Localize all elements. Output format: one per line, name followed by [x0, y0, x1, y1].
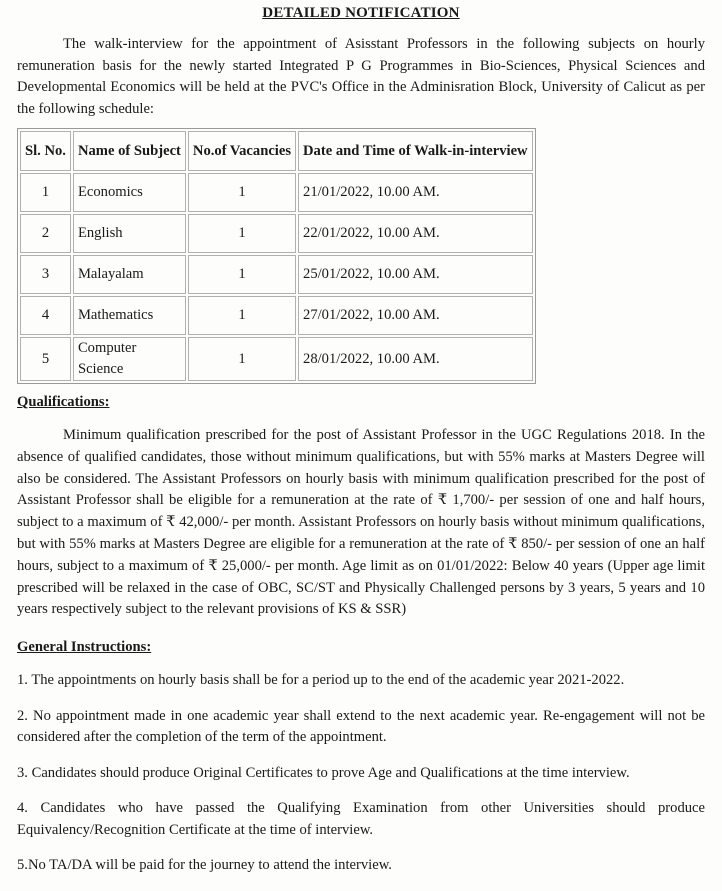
instruction-item: 5.No TA/DA will be paid for the journey to attend the interview. [17, 857, 392, 874]
cell-subject: Mathematics [73, 296, 186, 335]
cell-datetime: 25/01/2022, 10.00 AM. [298, 255, 533, 294]
cell-sl-no: 1 [20, 173, 71, 212]
schedule-table [17, 128, 536, 384]
cell-subject: English [73, 214, 186, 253]
cell-sl-no: 5 [20, 337, 71, 381]
table-row [20, 173, 533, 212]
col-header-datetime: Date and Time of Walk-in-interview [298, 131, 533, 171]
cell-subject: Computer Science [73, 337, 186, 381]
col-header-vacancies: No.of Vacancies [188, 131, 296, 171]
general-instructions-heading: General Instructions: [17, 639, 152, 656]
instruction-item: 4. Candidates who have passed the Qualifying Examination from other Universities should produce Equivalency/Recognition Certificate at the time of interview. [17, 800, 705, 838]
table-row [20, 255, 533, 294]
table-row [20, 214, 533, 253]
qualifications-heading: Qualifications: [17, 394, 110, 410]
cell-subject: Economics [73, 173, 186, 212]
cell-subject: Malayalam [73, 255, 186, 294]
cell-sl-no: 3 [20, 255, 71, 294]
cell-datetime: 28/01/2022, 10.00 AM. [298, 337, 533, 381]
instruction-item: 3. Candidates should produce Original Certificates to prove Age and Qualifications at the time interview. [17, 764, 630, 781]
table-header-row [20, 131, 533, 171]
cell-vacancies: 1 [188, 337, 296, 381]
col-header-subject: Name of Subject [73, 131, 186, 171]
cell-vacancies: 1 [188, 214, 296, 253]
cell-vacancies: 1 [188, 255, 296, 294]
cell-sl-no: 4 [20, 296, 71, 335]
cell-datetime: 21/01/2022, 10.00 AM. [298, 173, 533, 212]
instruction-item: 2. No appointment made in one academic year shall extend to the next academic year. Re-engagement will not be considered after the completion of the term of the appointment. [17, 707, 705, 746]
qualifications-paragraph: Minimum qualification prescribed for the post of Assistant Professor in the UGC Regulations 2018. In the absence of qualified candidates, those without minimum qualifications, but with 55% marks at Masters Degree will also be considered. The Assistant Professors on hourly basis with minimum qualification prescribed for the post of Assistant Professor shall be eligible for a remuneration at the rate of ₹ 1,700/- per session of one and half hours, subject to a maximum of ₹ 42,000/- per month. Assistant Professors on hourly basis without minimum qualifications, but with 55% marks at Masters Degree are eligible for a remuneration at the rate of ₹ 850/- per session of one an half hours, subject to a maximum of ₹ 25,000/- per month. Age limit as on 01/01/2022: Below 40 years (Upper age limit prescribed will be relaxed in the case of OBC, SC/ST and Physically Challenged persons by 3 years, 5 years and 10 years respectively subject to the relevant provisions of KS & SSR) [17, 427, 705, 618]
cell-datetime: 27/01/2022, 10.00 AM. [298, 296, 533, 335]
cell-vacancies: 1 [188, 296, 296, 335]
cell-datetime: 22/01/2022, 10.00 AM. [298, 214, 533, 253]
table-row [20, 296, 533, 335]
table-row [20, 337, 533, 381]
cell-vacancies: 1 [188, 173, 296, 212]
cell-sl-no: 2 [20, 214, 71, 253]
col-header-sl-no: Sl. No. [20, 131, 71, 171]
notification-page [17, 0, 705, 891]
instruction-item: 1. The appointments on hourly basis shall be for a period up to the end of the academic year 2021-2022. [17, 672, 625, 689]
intro-paragraph: The walk-interview for the appointment of Asisstant Professors in the following subjects on hourly remuneration basis for the newly started Integrated P G Programmes in Bio-Sciences, Physical Sciences and Developmental Economics will be held at the PVC's Office in the Adminisration Block, University of Calicut as per the following schedule: [17, 36, 705, 117]
page-title: DETAILED NOTIFICATION [262, 5, 460, 21]
